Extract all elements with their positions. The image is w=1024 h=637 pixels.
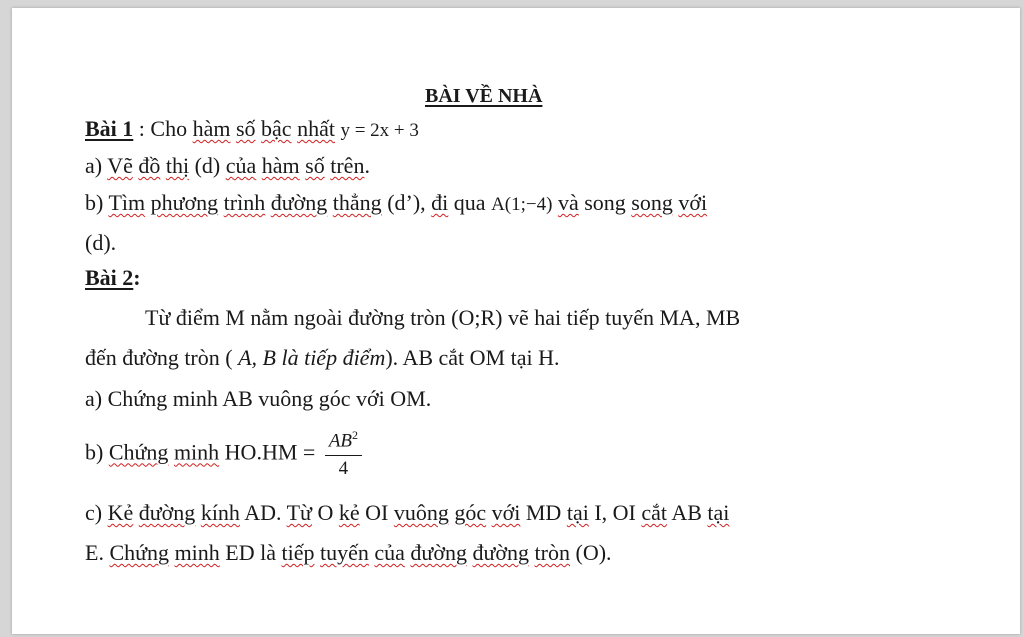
- text: đến đường tròn (: [85, 345, 239, 370]
- bai1-part-b: [85, 190, 707, 217]
- bai2-part-a: [85, 386, 431, 412]
- bai1-label: Bài 1: [85, 116, 134, 141]
- exponent: 2: [352, 428, 359, 442]
- word: Chứng: [109, 540, 170, 565]
- point-a: A(1;−4): [491, 194, 553, 215]
- word: và: [557, 190, 579, 215]
- title-text: BÀI VỀ NHÀ: [425, 85, 543, 107]
- text: MD: [520, 500, 567, 525]
- word: đi: [431, 190, 449, 215]
- text: I, OI: [588, 500, 642, 525]
- bai2-part-c: [85, 500, 729, 526]
- text: E.: [85, 540, 110, 565]
- text: a) Chứng minh AB vuông góc với OM.: [85, 386, 432, 411]
- word: số: [235, 116, 256, 141]
- text: (d): [189, 153, 226, 178]
- word: của: [374, 540, 405, 565]
- word: song: [631, 190, 673, 215]
- word: nhất: [297, 116, 335, 141]
- word: với: [491, 500, 521, 525]
- word: hàm: [261, 153, 300, 178]
- word: của: [225, 153, 257, 178]
- text: ED là: [219, 540, 282, 565]
- bai2-part-b: [85, 428, 362, 481]
- word: tiếp: [281, 540, 315, 565]
- bai1-header: [85, 116, 419, 143]
- word: kính: [200, 500, 240, 525]
- word: đồ: [138, 153, 161, 178]
- text: Từ điểm M nằm ngoài đường tròn (O;R) vẽ hai tiếp tuyến MA, MB: [145, 305, 741, 330]
- bai2-intro-line2: [85, 345, 560, 371]
- word: tuyến: [320, 540, 369, 565]
- fraction-numerator: [325, 428, 362, 456]
- word: thẳng: [332, 190, 382, 215]
- word: vuông: [393, 500, 449, 525]
- bai2-colon: :: [133, 265, 141, 290]
- prefix: b): [85, 190, 109, 215]
- word: góc: [454, 500, 487, 525]
- text: AB: [667, 500, 708, 525]
- document-page: [12, 8, 1020, 634]
- numerator-text: AB: [328, 430, 353, 452]
- bai1-sep: : Cho: [133, 116, 193, 141]
- word: tròn: [534, 540, 570, 565]
- word: trình: [223, 190, 266, 215]
- prefix: a): [85, 153, 108, 178]
- word: Tìm: [108, 190, 146, 215]
- equation: y = 2x + 3: [340, 120, 419, 141]
- word: minh: [173, 439, 220, 465]
- text: .: [364, 153, 370, 178]
- word: đường: [270, 190, 328, 215]
- bai1-part-b-cont: [85, 230, 116, 256]
- word: bậc: [261, 116, 292, 141]
- bai2-label: Bài 2: [85, 265, 134, 290]
- fraction: [325, 428, 362, 481]
- word: số: [305, 153, 325, 178]
- word: với: [678, 190, 708, 215]
- word: thị: [165, 153, 190, 178]
- word: Chứng: [108, 439, 169, 465]
- word: Vẽ: [107, 153, 133, 178]
- fraction-denominator: 4: [338, 458, 349, 480]
- text: AD.: [239, 500, 287, 525]
- word: Từ: [286, 500, 312, 525]
- word: Kẻ: [107, 500, 134, 525]
- bai2-intro-line1: [145, 305, 740, 331]
- word: tại: [707, 500, 730, 525]
- text: OI: [359, 500, 394, 525]
- word: minh: [174, 540, 220, 565]
- word: tại: [566, 500, 589, 525]
- word: cắt: [641, 500, 668, 525]
- text: (O).: [570, 540, 612, 565]
- word: đường: [138, 500, 196, 525]
- bai2-part-c-cont: [85, 540, 612, 566]
- word: phương: [150, 190, 219, 215]
- text: ). AB cắt OM tại H.: [385, 345, 560, 370]
- text: HO.HM =: [219, 439, 321, 465]
- italic-text: A, B là tiếp điểm: [238, 345, 386, 370]
- text: qua: [448, 190, 492, 215]
- text: (d).: [85, 230, 117, 255]
- bai1-part-a: [85, 153, 370, 179]
- word: đường: [472, 540, 530, 565]
- word: đường: [410, 540, 467, 565]
- bai2-header: [85, 265, 141, 291]
- text: O: [311, 500, 339, 525]
- prefix: b): [85, 439, 109, 465]
- text: song: [578, 190, 632, 215]
- prefix: c): [85, 500, 108, 525]
- word: kẻ: [338, 500, 360, 525]
- page-title: [425, 84, 542, 108]
- text: (d’),: [381, 190, 432, 215]
- word: hàm: [192, 116, 231, 141]
- word: trên: [330, 153, 365, 178]
